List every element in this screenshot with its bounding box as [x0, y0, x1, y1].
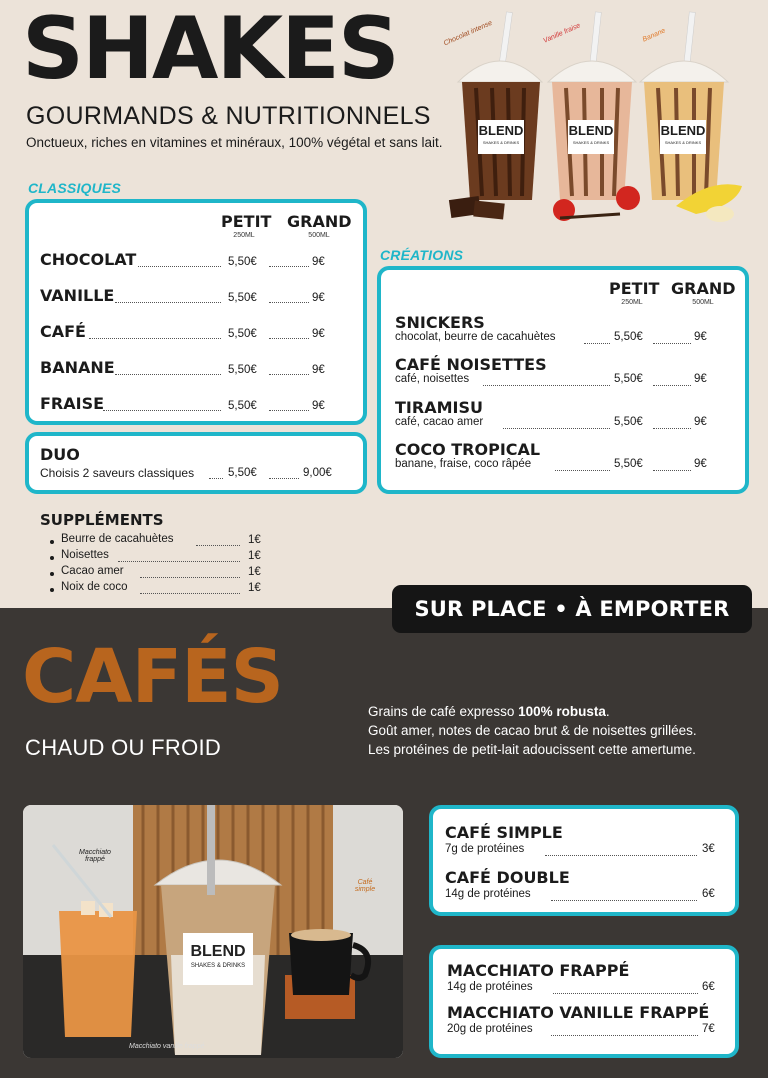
item-name: COCO TROPICAL	[395, 440, 541, 459]
item-name: TIRAMISU	[395, 398, 483, 417]
duo-price-grand: 9,00€	[303, 467, 332, 479]
leader-dots	[553, 993, 698, 994]
item-name: CAFÉ	[40, 322, 86, 341]
price-petit: 5,50€	[614, 458, 643, 470]
desc-text: Grains de café expresso	[368, 704, 519, 719]
item-name: FRAISE	[40, 394, 105, 413]
price-grand: 9€	[694, 416, 707, 428]
petit-label: PETIT	[609, 279, 660, 298]
item-name: VANILLE	[40, 286, 115, 305]
leader-dots	[269, 338, 309, 339]
desc-bold: 100% robusta	[518, 704, 606, 719]
price-grand: 9€	[312, 256, 325, 268]
cup-tagline-2: SHAKES & DRINKS	[572, 140, 610, 145]
item-desc: banane, fraise, coco râpée	[395, 458, 532, 470]
price-grand: 9€	[694, 331, 707, 343]
photo-label-left: Macchiato frappé	[79, 849, 111, 863]
leader-dots	[209, 478, 223, 479]
leader-dots	[115, 374, 221, 375]
price-petit: 5,50€	[614, 331, 643, 343]
shake-label-vanille: Vanille fraise	[542, 22, 582, 45]
leader-dots	[269, 302, 309, 303]
petit-volume: 250ML	[233, 232, 255, 239]
cafes-title: CAFÉS	[22, 634, 283, 720]
leader-dots	[555, 470, 610, 471]
hot-coffee-box	[429, 805, 739, 916]
classiques-label: CLASSIQUES	[28, 180, 122, 196]
item-name: CHOCOLAT	[40, 250, 137, 269]
leader-dots	[653, 428, 691, 429]
supplement-price: 1€	[248, 566, 261, 578]
item-price: 6€	[702, 888, 715, 900]
supplement-name: Cacao amer	[61, 565, 124, 577]
leader-dots	[269, 374, 309, 375]
price-grand: 9€	[312, 364, 325, 376]
duo-box	[25, 432, 367, 494]
duo-desc: Choisis 2 saveurs classiques	[40, 466, 195, 480]
leader-dots	[138, 266, 221, 267]
desc-line-2: Goût amer, notes de cacao brut & de noisettes grillées.	[368, 723, 697, 738]
shake-label-chocolat: Chocolat intense	[442, 19, 494, 48]
cup-brand-3: BLEND	[660, 123, 706, 138]
supplement-price: 1€	[248, 550, 261, 562]
photo-label-right: Café simple	[354, 879, 376, 893]
price-petit: 5,50€	[228, 292, 257, 304]
creations-box	[377, 266, 749, 494]
item-desc: chocolat, beurre de cacahuètes	[395, 331, 556, 343]
leader-dots	[551, 1035, 698, 1036]
grand-volume: 500ML	[692, 299, 714, 306]
price-grand: 9€	[694, 373, 707, 385]
item-desc: 14g de protéines	[445, 888, 531, 900]
petit-header	[609, 279, 660, 306]
leader-dots	[140, 577, 240, 578]
desc-line-1	[368, 702, 758, 721]
price-grand: 9€	[312, 292, 325, 304]
item-price: 6€	[702, 981, 715, 993]
leader-dots	[269, 478, 299, 479]
bullet-icon	[50, 540, 54, 544]
bullet-icon	[50, 556, 54, 560]
supplements-title: SUPPLÉMENTS	[40, 511, 164, 529]
leader-dots	[503, 428, 610, 429]
item-desc: café, noisettes	[395, 373, 470, 385]
item-name: MACCHIATO VANILLE FRAPPÉ	[447, 1003, 710, 1022]
price-petit: 5,50€	[614, 373, 643, 385]
desc-line-3: Les protéines de petit-lait adoucissent cette amertume.	[368, 742, 696, 757]
supplement-name: Noix de coco	[61, 581, 128, 593]
cup-tagline-1: SHAKES & DRINKS	[482, 140, 520, 145]
center-cup-tagline: SHAKES & DRINKS	[190, 963, 246, 969]
shakes-photo	[440, 10, 750, 232]
supplement-price: 1€	[248, 582, 261, 594]
leader-dots	[653, 470, 691, 471]
sur-place-badge: SUR PLACE • À EMPORTER	[392, 585, 752, 633]
page-title: SHAKES	[22, 0, 398, 99]
supplement-name: Beurre de cacahuètes	[61, 533, 174, 545]
page-subtitle: GOURMANDS & NUTRITIONNELS	[26, 102, 431, 130]
item-name: BANANE	[40, 358, 115, 377]
price-petit: 5,50€	[228, 328, 257, 340]
price-grand: 9€	[694, 458, 707, 470]
item-price: 7€	[702, 1023, 715, 1035]
duo-price-petit: 5,50€	[228, 467, 257, 479]
item-name: SNICKERS	[395, 313, 485, 332]
creations-label: CRÉATIONS	[380, 247, 464, 263]
leader-dots	[269, 410, 309, 411]
price-petit: 5,50€	[228, 400, 257, 412]
leader-dots	[115, 302, 221, 303]
leader-dots	[545, 855, 697, 856]
price-grand: 9€	[312, 328, 325, 340]
price-petit: 5,50€	[228, 256, 257, 268]
intro-text: Onctueux, riches en vitamines et minéraux, 100% végétal et sans lait.	[26, 135, 443, 150]
petit-header	[221, 212, 272, 239]
cup-brand-2: BLEND	[568, 123, 614, 138]
item-name: CAFÉ NOISETTES	[395, 355, 547, 374]
bullet-icon	[50, 588, 54, 592]
cafes-photo	[23, 805, 403, 1058]
leader-dots	[103, 410, 221, 411]
petit-volume: 250ML	[621, 299, 643, 306]
bullet-icon	[50, 572, 54, 576]
item-desc: café, cacao amer	[395, 416, 484, 428]
leader-dots	[584, 343, 610, 344]
classiques-box	[25, 199, 367, 425]
desc-text: .	[605, 704, 610, 719]
cup-tagline-3: SHAKES & DRINKS	[664, 140, 702, 145]
item-price: 3€	[702, 843, 715, 855]
cold-coffee-box	[429, 945, 739, 1058]
price-petit: 5,50€	[614, 416, 643, 428]
leader-dots	[118, 561, 240, 562]
duo-name: DUO	[40, 445, 80, 464]
price-grand: 9€	[312, 400, 325, 412]
item-name: MACCHIATO FRAPPÉ	[447, 961, 630, 980]
leader-dots	[483, 385, 610, 386]
cafes-subtitle: CHAUD OU FROID	[25, 735, 222, 760]
petit-label: PETIT	[221, 212, 272, 231]
item-desc: 20g de protéines	[447, 1023, 533, 1035]
photo-label-bottom: Macchiato vanille frappé	[129, 1043, 205, 1050]
item-name: CAFÉ DOUBLE	[445, 868, 570, 887]
shake-label-banane: Banane	[641, 27, 667, 44]
grand-label: GRAND	[671, 279, 736, 298]
shakes-illustration	[440, 10, 750, 232]
leader-dots	[653, 343, 691, 344]
grand-volume: 500ML	[308, 232, 330, 239]
cup-brand-1: BLEND	[478, 123, 524, 138]
center-cup-brand: BLEND	[190, 943, 246, 960]
supplement-name: Noisettes	[61, 549, 109, 561]
grand-header	[671, 281, 735, 306]
cafes-description	[368, 702, 758, 759]
price-petit: 5,50€	[228, 364, 257, 376]
leader-dots	[140, 593, 240, 594]
item-name: CAFÉ SIMPLE	[445, 823, 563, 842]
grand-label: GRAND	[287, 212, 352, 231]
leader-dots	[196, 545, 240, 546]
leader-dots	[269, 266, 309, 267]
cafes-illustration	[23, 805, 403, 1058]
leader-dots	[653, 385, 691, 386]
leader-dots	[89, 338, 221, 339]
item-desc: 14g de protéines	[447, 981, 533, 993]
supplement-price: 1€	[248, 534, 261, 546]
grand-header	[287, 214, 351, 239]
item-desc: 7g de protéines	[445, 843, 525, 855]
leader-dots	[551, 900, 697, 901]
